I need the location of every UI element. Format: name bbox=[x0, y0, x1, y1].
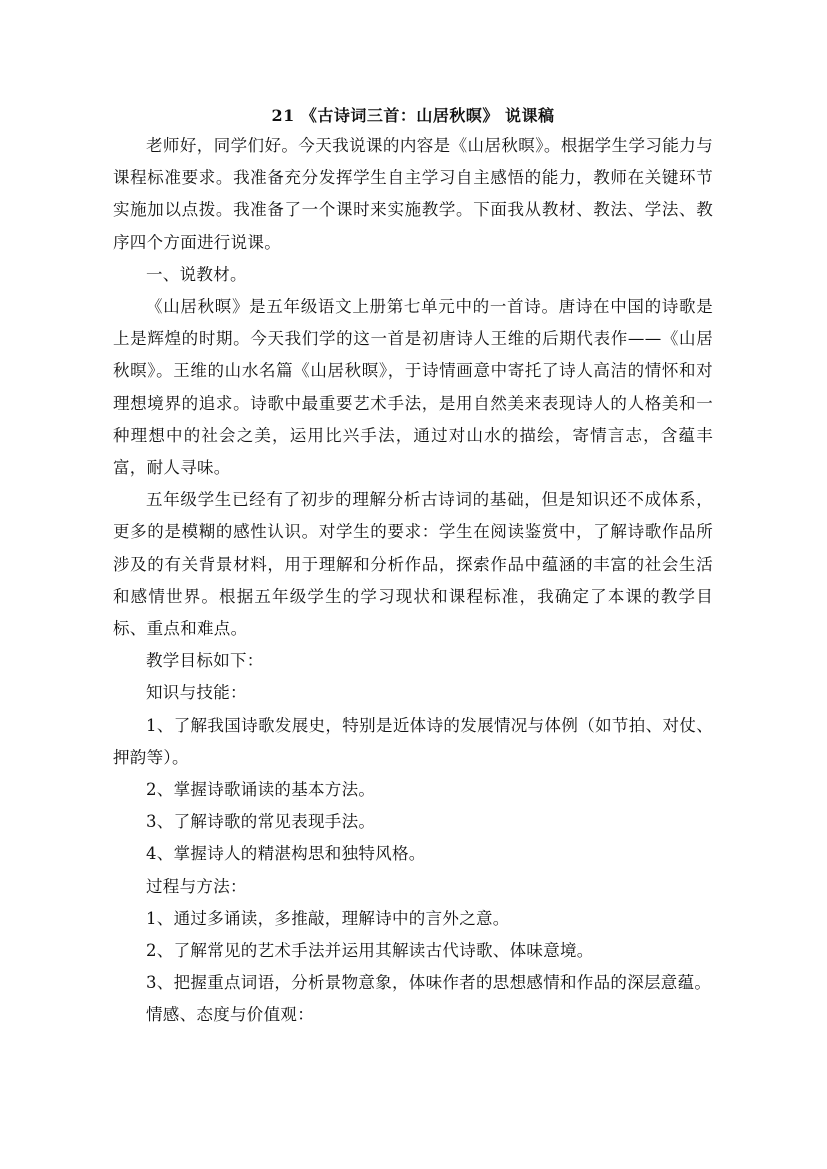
document-body bbox=[113, 102, 713, 1032]
heading-knowledge-skills: 知识与技能： bbox=[146, 683, 247, 703]
list-item: 3、了解诗歌的常见表现手法。 bbox=[146, 812, 376, 832]
heading-process-methods: 过程与方法： bbox=[146, 876, 247, 896]
heading-emotion-values: 情感、态度与价值观： bbox=[146, 1005, 314, 1025]
list-item: 1、通过多诵读，多推敲，理解诗中的言外之意。 bbox=[146, 908, 510, 928]
list-item: 2、掌握诗歌诵读的基本方法。 bbox=[146, 780, 376, 800]
paragraph-students: 五年级学生已经有了初步的理解分析古诗词的基础，但是知识还不成体系，更多的是模糊的感性认识。对学生的要求：学生在阅读鉴赏中，了解诗歌作品所涉及的有关背景材料，用于理解和分析作品，探索作品中蕴涵的丰富的社会生活和感情世界。根据五年级学生的学习现状和课程标准，我确定了本课的教学目标、重点和难点。 bbox=[113, 490, 713, 639]
list-item: 3、把握重点词语，分析景物意象，体味作者的思想感情和作品的深层意蕴。 bbox=[146, 973, 712, 993]
paragraph-intro: 老师好，同学们好。今天我说课的内容是《山居秋暝》。根据学生学习能力与课程标准要求。我准备充分发挥学生自主学习自主感悟的能力，教师在关键环节实施加以点拨。我准备了一个课时来实施教学。下面我从教材、教法、学法、教序四个方面进行说课。 bbox=[113, 136, 713, 252]
document-title: 21 《古诗词三首：山居秋暝》 说课稿 bbox=[271, 106, 555, 125]
list-item: 2、了解常见的艺术手法并运用其解读古代诗歌、体味意境。 bbox=[146, 941, 594, 961]
list-item: 4、掌握诗人的精湛构思和独特风格。 bbox=[146, 844, 426, 864]
paragraph-textbook: 《山居秋暝》是五年级语文上册第七单元中的一首诗。唐诗在中国的诗歌是上是辉煌的时期。今天我们学的这一首是初唐诗人王维的后期代表作——《山居秋暝》。王维的山水名篇《山居秋暝》，于诗情画意中寄托了诗人高洁的情怀和对理想境界的追求。诗歌中最重要艺术手法，是用自然美来表现诗人的人格美和一种理想中的社会之美，运用比兴手法，通过对山水的描绘，寄情言志，含蕴丰富，耐人寻味。 bbox=[113, 297, 713, 478]
section-heading-textbook: 一、说教材。 bbox=[146, 264, 247, 284]
heading-objectives: 教学目标如下： bbox=[146, 651, 264, 671]
list-item: 1、了解我国诗歌发展史，特别是近体诗的发展情况与体例（如节拍、对仗、押韵等）。 bbox=[113, 715, 713, 767]
